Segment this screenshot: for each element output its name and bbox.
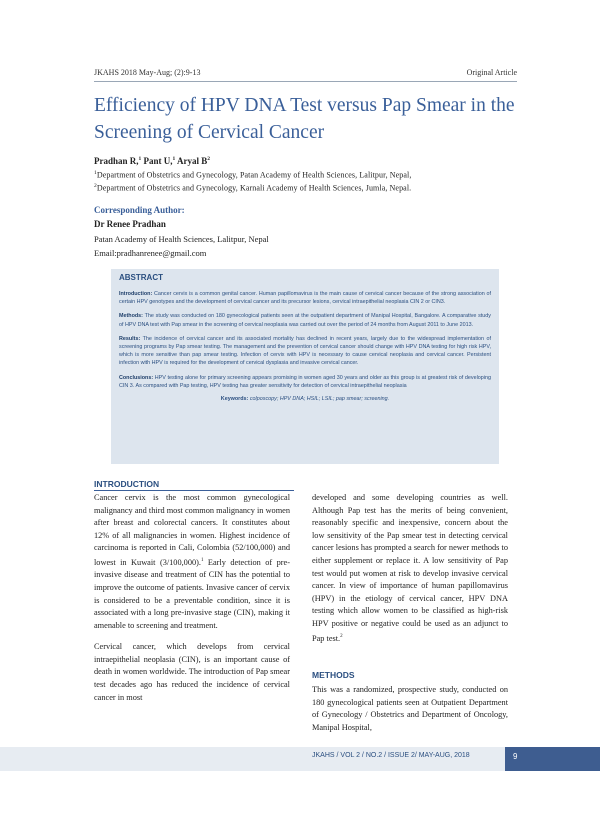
- affiliation-2-sup: 2: [94, 183, 97, 189]
- introduction-paragraph-3: [312, 492, 508, 645]
- journal-citation-header: JKAHS 2018 May-Aug; (2):9-13: [94, 68, 201, 77]
- abstract-methods-text: The study was conducted on 180 gynecological patients seen at the outpatient department of Manipal Hospital, Bangalore. A comparative study of HPV DNA test with Pap smear in the screening of cervical neoplasia was carried out over the period of 24 months from August 2011 to June 2013.: [119, 313, 491, 328]
- abstract-results-label: Results:: [119, 335, 141, 342]
- abstract-results-text: The incidence of cervical cancer and its associated mortality has declined in recent years, largely due to the widespread implementation of screening programs by Pap smear testing. The management and the prevention of cervical cancer should change with HPV DNA testing for high risk HPV, which is more sensitive than pap smear testing. Infection of cervix with HPV is necessary to cause cervical neoplasia and cervical cancer. Persistent infection with HPV is required for the development of cervical dysplasia and invasive cervical cancer.: [119, 335, 491, 367]
- article-type-header: Original Article: [466, 68, 517, 77]
- methods-heading: METHODS: [312, 670, 355, 680]
- introduction-paragraph-2: Cervical cancer, which develops from cervical intraepithelial neoplasia (CIN), is an important cause of death in women worldwide. The introduction of Pap smear test decades ago has reduced the incidence of cervical cancer in most: [94, 642, 290, 702]
- corresponding-author-email[interactable]: Email:pradhanrenee@gmail.com: [94, 248, 207, 258]
- author-2: Pant U,: [141, 156, 173, 166]
- citation-1-sup: 1: [200, 557, 204, 563]
- abstract-methods: [119, 312, 491, 328]
- affiliation-1-sup: 1: [94, 170, 97, 176]
- header-divider: [94, 81, 517, 82]
- introduction-p3-text: developed and some developing countries as well. Although Pap test has the merits of being convenient, reasonably specific and inexpensive, concern about the low sensitivity of the Pap smear test in detecting cervical cancer lesions has prompted a search for newer methods to either supplement or replace it. A low sensitivity of Pap test would put women at risk to develop invasive cervical cancer. In view of importance of human papillomavirus (HPV) in the etiology of cervical cancer, HPV DNA testing which allow women to be classified as high-risk HPV positive or negative could be used as an adjunct to Pap test.: [312, 493, 508, 643]
- affiliation-2-text: Department of Obstetrics and Gynecology, Karnali Academy of Health Sciences, Jumla, Nepal.: [96, 183, 412, 193]
- affiliation-1: [94, 170, 534, 180]
- corresponding-author-name: Dr Renee Pradhan: [94, 219, 166, 229]
- abstract-keywords-text: colposcopy; HPV DNA; HSIL; LSIL; pap smear; screening.: [248, 396, 390, 403]
- introduction-paragraph-1: [94, 492, 290, 632]
- abstract-title: ABSTRACT: [119, 273, 163, 282]
- introduction-p1-text: Cancer cervix is the most common gynecological malignancy and third most common malignancy in women after breast and colorectal cancers. It constitutes about 12% of all malignancies in women. Highest incidence of carcinoma is reported in Cali, Colombia (52/100,000) and lowest in Kuwait (3/100,000).: [94, 493, 290, 567]
- abstract-conclusions: [119, 374, 491, 390]
- abstract-introduction-label: Introduction:: [119, 291, 153, 297]
- author-1: Pradhan R,: [94, 156, 139, 166]
- author-list: [94, 156, 210, 166]
- abstract-introduction: [119, 290, 491, 306]
- affiliation-1-text: Department of Obstetrics and Gynecology, Patan Academy of Health Sciences, Lalitpur, Nepal,: [96, 170, 412, 180]
- left-column: [94, 492, 290, 704]
- author-3-sup: 2: [207, 156, 211, 162]
- page-number: 9: [505, 747, 600, 771]
- abstract-conclusions-text: HPV testing alone for primary screening appears promising in women aged 30 years and older as this group is at greatest risk of developing CIN 3. As compared with Pap testing, HPV testing has greater sensitivity for detection of cervical intraepithelial neoplasia: [119, 374, 491, 389]
- introduction-p1b-text: Early detection of pre-invasive disease and treatment of CIN has the potential to improve the outcome of patients. Invasive cancer of cervix is considered to be a preventable condition, since it is associated with a long pre-invasive stage (CIN), making it amenable to screening and treatment.: [94, 557, 290, 630]
- introduction-heading: INTRODUCTION: [94, 479, 160, 489]
- author-1-sup: 1: [138, 156, 142, 162]
- corresponding-author-institution: Patan Academy of Health Sciences, Lalitpur, Nepal: [94, 234, 269, 244]
- abstract-box: [111, 269, 499, 464]
- abstract-keywords: [119, 396, 491, 402]
- author-2-sup: 1: [172, 156, 176, 162]
- abstract-methods-label: Methods:: [119, 313, 143, 320]
- abstract-results: [119, 335, 491, 368]
- right-column: [312, 492, 508, 645]
- methods-paragraph-1: This was a randomized, prospective study, conducted on 180 gynecological patients seen at Outpatient Department of Gynecology / Obstetrics and Department of Oncology, Manipal Hospital,: [312, 685, 508, 732]
- citation-2-sup: 2: [340, 633, 343, 639]
- article-title: Efficiency of HPV DNA Test versus Pap Smear in the Screening of Cervical Cancer: [94, 95, 515, 143]
- introduction-divider: [94, 490, 294, 491]
- affiliation-2: [94, 183, 534, 193]
- author-3: Aryal B: [175, 156, 208, 166]
- abstract-conclusions-label: Conclusions:: [119, 374, 154, 381]
- abstract-keywords-label: Keywords:: [220, 396, 249, 403]
- footer-citation: JKAHS / VOL 2 / NO.2 / ISSUE 2/ MAY-AUG, 2018: [312, 752, 470, 759]
- methods-column: [312, 684, 508, 734]
- corresponding-author-label: Corresponding Author:: [94, 205, 185, 215]
- abstract-introduction-text: Cancer cervix is a common genital cancer. Human papillomavirus is the main cause of cervical cancer because of the strong association of certain HPV genotypes and the development of cervical cancer and its precursor lesions, cervical intraepithelial neoplasia CIN 2 or CIN3.: [119, 291, 491, 306]
